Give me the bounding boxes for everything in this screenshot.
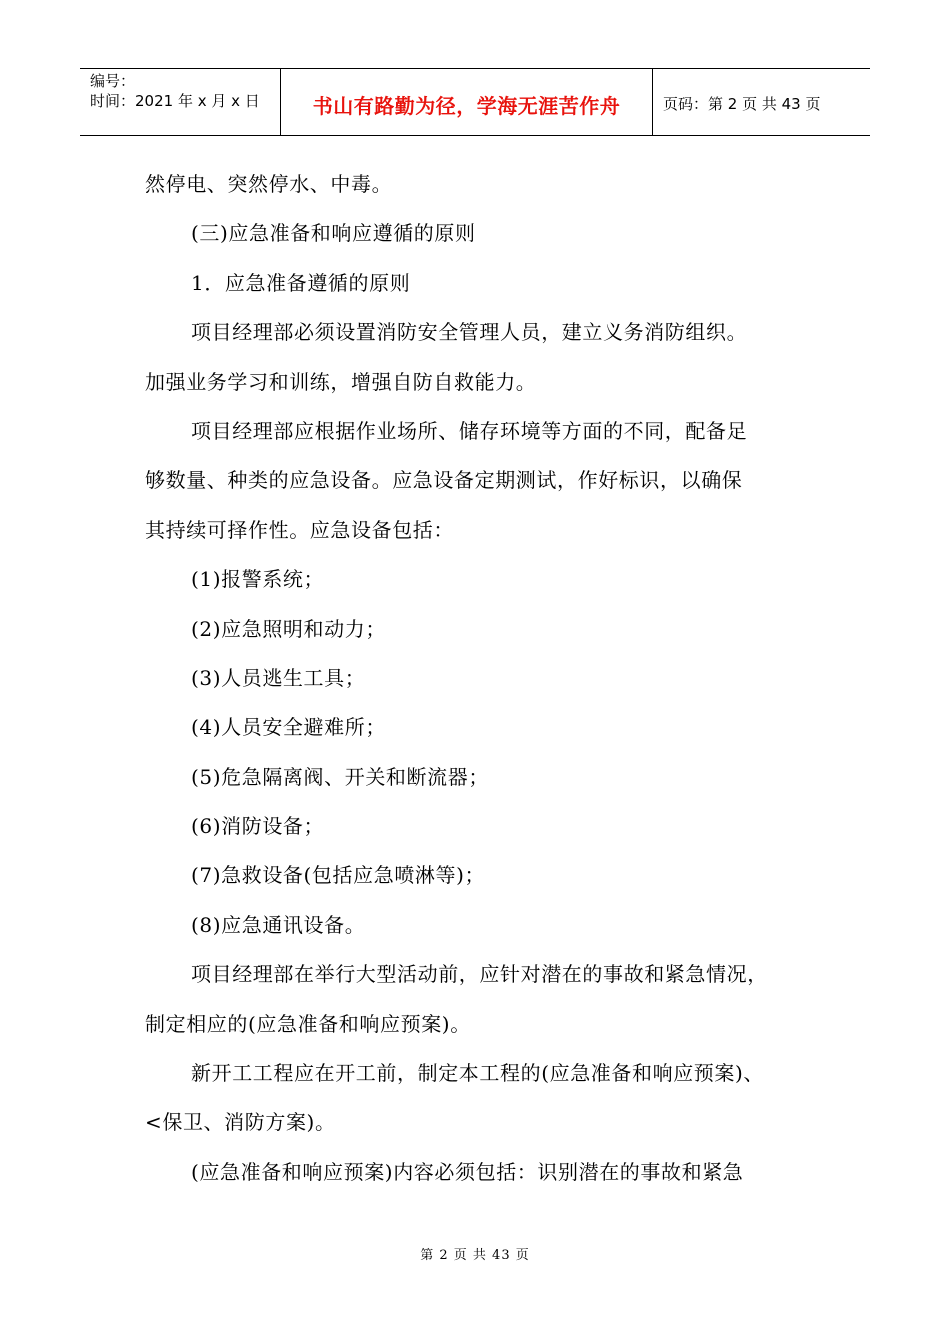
body-line: 新开工工程应在开工前，制定本工程的(应急准备和响应预案)、	[191, 1061, 765, 1086]
body-line: (1)报警系统；	[191, 567, 325, 592]
body-line: (7)急救设备(包括应急喷淋等)；	[191, 863, 486, 888]
header-time-label: 时间：2021 年 x 月 x 日	[90, 92, 260, 110]
body-line: 项目经理部应根据作业场所、储存环境等方面的不同，配备足	[191, 418, 748, 443]
body-line: 制定相应的(应急准备和响应预案)。	[145, 1011, 471, 1036]
body-line: 加强业务学习和训练，增强自防自救能力。	[145, 369, 537, 394]
body-line: (2)应急照明和动力；	[191, 616, 386, 641]
header-meta-cell	[80, 69, 281, 135]
body-line: (8)应急通讯设备。	[191, 912, 366, 937]
header-number-label: 编号：	[90, 72, 136, 90]
body-line: (4)人员安全避难所；	[191, 715, 386, 740]
body-line: 项目经理部在举行大型活动前，应针对潜在的事故和紧急情况，	[191, 962, 768, 987]
body-line: (3)人员逃生工具；	[191, 665, 366, 690]
body-line: 项目经理部必须设置消防安全管理人员，建立义务消防组织。	[191, 320, 748, 345]
body-line: 1．应急准备遵循的原则	[191, 270, 411, 295]
body-line: 够数量、种类的应急设备。应急设备定期测试，作好标识，以确保	[145, 468, 743, 493]
body-line: 然停电、突然停水、中毒。	[145, 172, 393, 196]
body-line: (5)危急隔离阀、开关和断流器；	[191, 764, 489, 789]
body-line: (应急准备和响应预案)内容必须包括：识别潜在的事故和紧急	[191, 1159, 744, 1184]
page-header	[80, 68, 870, 136]
document-body	[145, 160, 825, 1197]
header-page-label: 页码：第 2 页 共 43 页	[663, 94, 821, 113]
body-line: <保卫、消防方案)。	[145, 1110, 336, 1135]
body-line: 其持续可择作性。应急设备包括：	[145, 517, 454, 542]
body-line: (6)消防设备；	[191, 814, 325, 839]
page-footer: 第 2 页 共 43 页	[420, 1248, 530, 1263]
body-line: (三)应急准备和响应遵循的原则	[191, 221, 476, 246]
header-motto: 书山有路勤为径，学海无涯苦作舟	[281, 69, 653, 135]
